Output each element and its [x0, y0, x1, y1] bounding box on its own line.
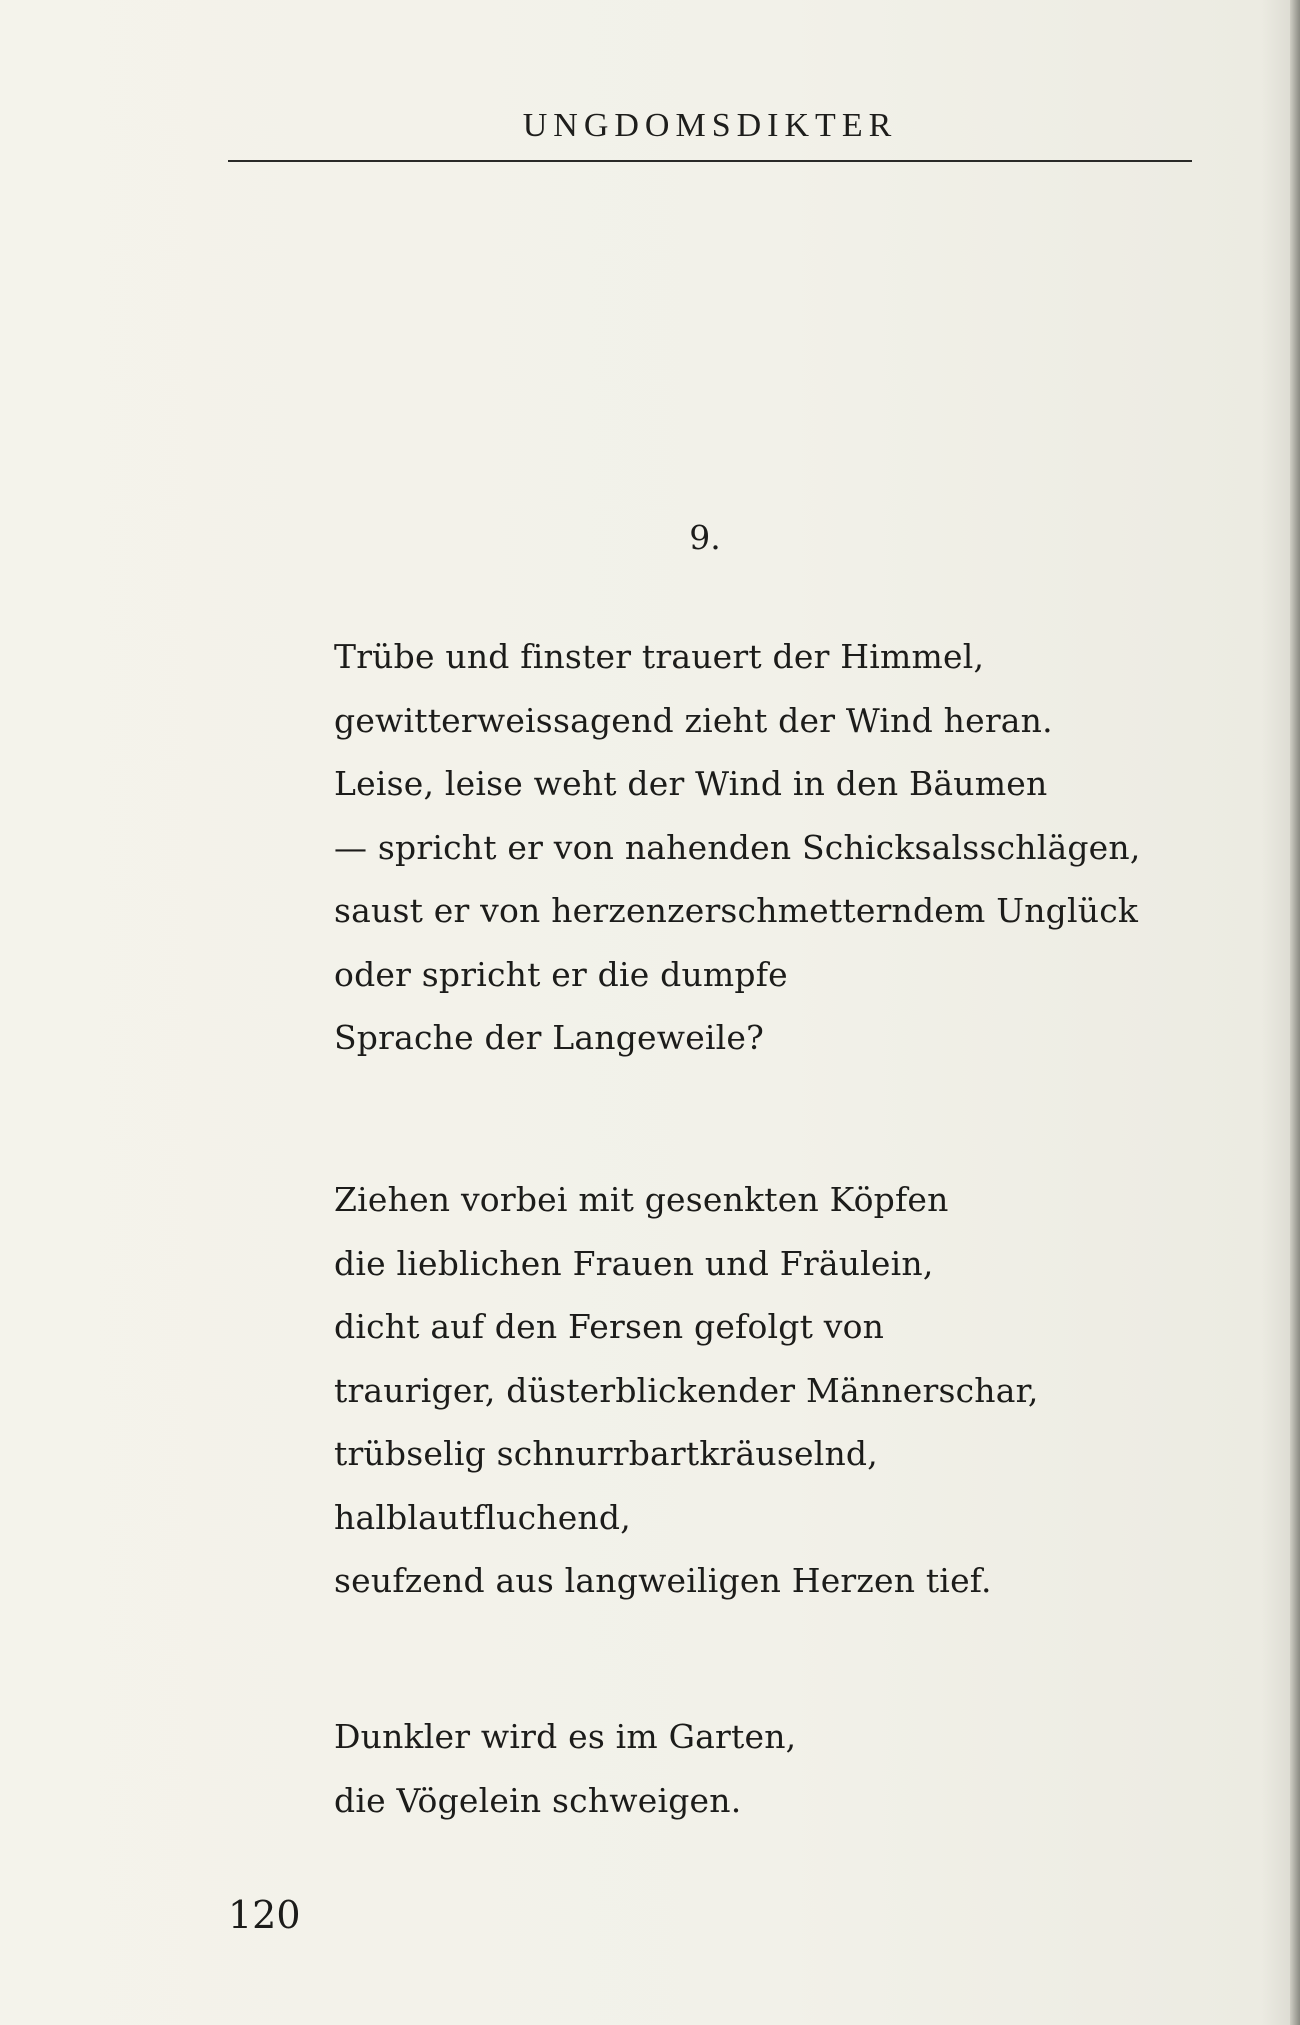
- page-number: 120: [228, 1893, 301, 1937]
- stanza-1: [334, 625, 1141, 1070]
- poem-line: oder spricht er die dumpfe: [334, 954, 788, 994]
- poem-number: 9.: [689, 518, 721, 557]
- poem-line: die Vögelein schweigen.: [334, 1780, 742, 1820]
- poem-line: Sprache der Langeweile?: [334, 1018, 765, 1057]
- poem-line: — spricht er von nahenden Schicksalsschlägen,: [334, 827, 1141, 867]
- poem-line: Dunkler wird es im Garten,: [334, 1717, 797, 1756]
- page-edge-shadow: [1290, 0, 1300, 2025]
- poem-line: seufzend aus langweiligen Herzen tief.: [334, 1561, 992, 1600]
- poem-line: saust er von herzenzerschmetterndem Unglück: [334, 891, 1139, 930]
- poem-line: trauriger, düsterblickender Männerschar,: [334, 1370, 1039, 1410]
- poem-line: die lieblichen Frauen und Fräulein,: [334, 1243, 934, 1283]
- poem-line: dicht auf den Fersen gefolgt von: [334, 1307, 885, 1346]
- poem-line: Trübe und finster trauert der Himmel,: [334, 637, 985, 676]
- stanza-2: [334, 1168, 1039, 1613]
- poem-line: Ziehen vorbei mit gesenkten Köpfen: [334, 1180, 949, 1219]
- running-title: UNGDOMSDIKTER: [522, 107, 898, 144]
- poem-line: halblautfluchend,: [334, 1497, 631, 1537]
- poem-line: trübselig schnurrbartkräuselnd,: [334, 1434, 878, 1473]
- header-rule: [228, 160, 1192, 162]
- stanza-3: [334, 1705, 796, 1832]
- poem-line: gewitterweissagend zieht der Wind heran.: [334, 700, 1053, 740]
- poem-line: Leise, leise weht der Wind in den Bäumen: [334, 764, 1048, 803]
